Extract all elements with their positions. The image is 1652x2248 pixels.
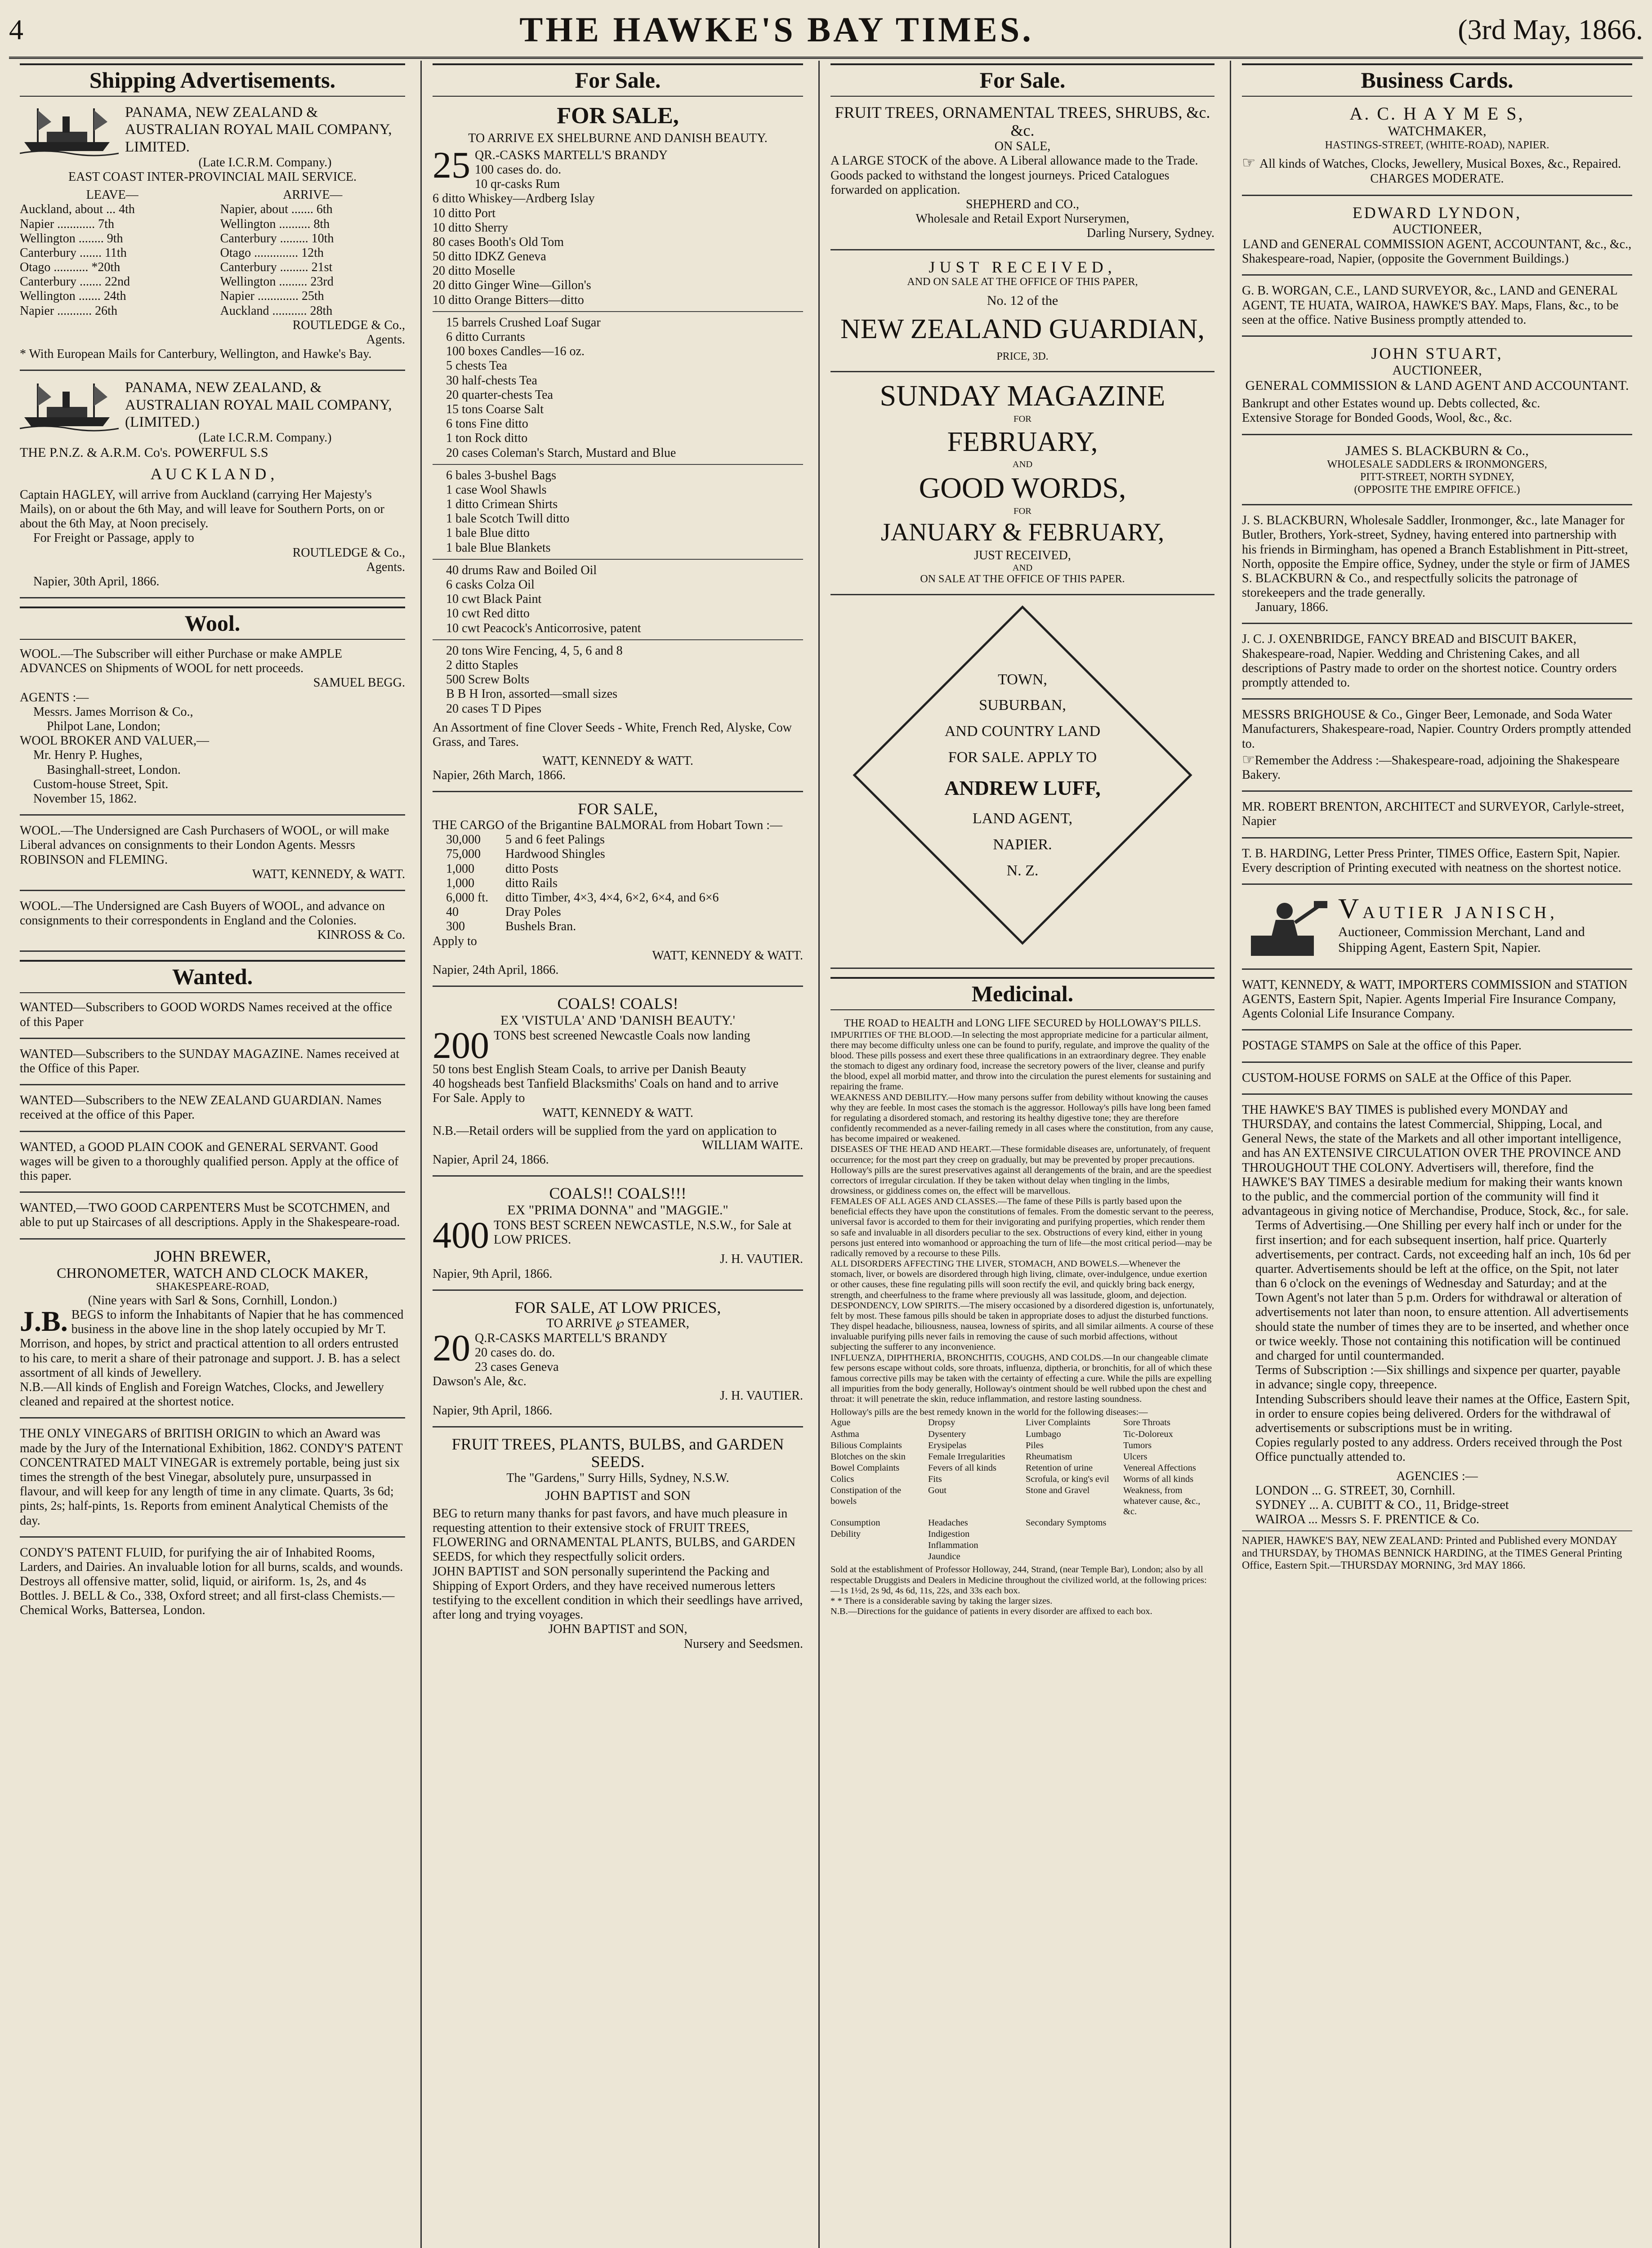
sale2-title: FOR SALE,: [577, 800, 658, 818]
holloway-nb: N.B.—Directions for the guidance of patients in every disorder are affixed to each box.: [830, 1606, 1152, 1617]
pnz2-agents: Agents.: [366, 560, 405, 574]
coals1-sub: EX 'VISTULA' AND 'DANISH BEAUTY.': [500, 1012, 735, 1028]
schedule-row: Canterbury ....... 22nd Wellington ......... 23rd: [20, 275, 334, 289]
column-for-sale-2: [818, 61, 1225, 2248]
coals1-title: COALS! COALS!: [557, 995, 679, 1013]
land-diamond: [852, 604, 1193, 946]
sale1-item: 6 casks Colza Oil: [446, 578, 535, 592]
sale1-item: 30 half-chests Tea: [446, 373, 537, 388]
blackburn1-name: JAMES S. BLACKBURN & Co.,: [1345, 443, 1529, 458]
sale2-sign: WATT, KENNEDY & WATT.: [652, 948, 803, 963]
brewer-name: JOHN BREWER,: [154, 1247, 271, 1265]
pnz1-sub: (Late I.C.R.M. Company.): [198, 155, 332, 169]
wanted-item: WANTED,—TWO GOOD CARPENTERS Must be SCOTCHMEN, and able to put up Staircases of all descriptions. Apply in the Shakespeare-road.: [20, 1201, 405, 1239]
blackburn1-line: WHOLESALE SADDLERS & IRONMONGERS,: [1327, 459, 1547, 471]
baptist-sign: JOHN BAPTIST and SON,: [548, 1622, 688, 1637]
pnz2-line: THE P.N.Z. & A.R.M. Co's. POWERFUL S.S: [20, 445, 268, 460]
section-header-for-sale-2: For Sale.: [830, 63, 1214, 97]
cargo-row: 1,000 ditto Posts: [446, 861, 558, 876]
pnz2-agent: ROUTLEDGE & Co.,: [292, 545, 405, 560]
sunday-and1: AND: [1012, 459, 1033, 469]
sale1-item: 10 cwt Red ditto: [446, 607, 530, 621]
holloway-p6: DESPONDENCY, LOW SPIRITS.—The misery occasioned by a disordered digestion is, unfortunately, felt by most. These famous pills should be taken in appropriate doses to adjust the disturbed functions. They dispel headache, biliousness, nausea, lowness of spirits, and all similar ailments. A course of these invaluable purifying pills never fails in removing the cause of such morbid affections, without subjecting the sufferer to any inconvenience.: [830, 1300, 1214, 1352]
received-price: PRICE, 3D.: [996, 350, 1049, 362]
land-l7: NAPIER.: [993, 836, 1052, 853]
blackburn2-body: J. S. BLACKBURN, Wholesale Saddler, Ironmonger, &c., late Manager for Butler, Brothers, York-street, Sydney, having entered into partnership with his friends in Birmingham, has opened a Branch Establishment in Pitt-street, North, opposite the Empire office, Sydney, under the style or firm of JAMES S. BLACKBURN & Co., and respectfully solicits the patronage of storekeepers and the trade generally.: [1242, 513, 1630, 600]
wool1-body: WOOL.—The Subscriber will either Purchase or make AMPLE ADVANCES on Shipments of WOOL for nett proceeds.: [20, 647, 342, 676]
pnz2-freight: For Freight or Passage, apply to: [33, 531, 194, 545]
column-shipping-wool-wanted: [9, 61, 416, 2248]
coals2-title: COALS!! COALS!!!: [549, 1184, 687, 1203]
sale1-item: 1 bale Blue Blankets: [446, 540, 551, 555]
wool1-broker-name: Mr. Henry P. Hughes,: [33, 748, 143, 763]
steamship-icon: [20, 104, 119, 157]
sale2-apply: Apply to: [433, 934, 477, 948]
pnz2-date: Napier, 30th April, 1866.: [33, 574, 160, 589]
ad-shepherd-fruit-trees: [830, 104, 1214, 250]
times-agencies: AGENCIES :—: [1396, 1469, 1478, 1483]
lyndon-addr: Shakespeare-road, Napier, (opposite the Government Buildings.): [1242, 252, 1569, 266]
ad-sale-balmoral: [433, 800, 803, 987]
ad-coals-prima-donna: [433, 1185, 803, 1290]
schedule-row: Napier ............ 7th Wellington .......... 8th: [20, 217, 330, 231]
sale1-item: 1 bale Blue ditto: [446, 526, 530, 540]
notice-hawkes-bay-times: [1242, 1103, 1632, 1580]
card-blackburn-co: [1242, 443, 1632, 506]
wool1-broker: WOOL BROKER AND VALUER,—: [20, 734, 210, 748]
times-p2: Terms of Advertising.—One Shilling per every half inch or under for the first insertion; and for each subsequent insertion, half price. Quarterly advertisements, per contract. Cards, not exceeding half an inch, 10s 6d per quarter. Advertisements should be left at the office, on the Spit, not later than 6 o'clock on the evenings of Wednesday and Saturday; and at the Town Agent's not later than 5 p.m. Orders for withdrawal or alteration of advertisements not later than noon, to ensure attention. All advertisements should state the number of times they are to be inserted, and whether once or twice weekly. Those not containing this notification will be continued and charged for until countermanded.: [1255, 1218, 1631, 1363]
pnz1-agent: ROUTLEDGE & Co.,: [292, 318, 405, 332]
vautier-body: Auctioneer, Commission Merchant, Land and Shipping Agent, Eastern Spit, Napier.: [1338, 924, 1585, 955]
card-harding: T. B. HARDING, Letter Press Printer, TIMES Office, Eastern Spit, Napier. Every description of Printing executed with neatness on the shortest notice.: [1242, 847, 1632, 885]
received-sub: AND ON SALE AT THE OFFICE OF THIS PAPER,: [907, 276, 1138, 288]
ad-condy-fluid: CONDY'S PATENT FLUID, for purifying the air of Inhabited Rooms, Larders, and Dairies. An invaluable lotion for all burns, scalds, and wounds. Destroys all offensive matter, solid, liquid, or airiform. 1s, 2s, and 4s Bottles. J. BELL & Co., 338, Oxford street; and all first-class Chemists.—Chemical Works, Battersea, London.: [20, 1545, 403, 1618]
sale1-item: 50 ditto IDKZ Geneva: [433, 250, 546, 264]
sale1-item: 5 chests Tea: [446, 359, 507, 373]
stuart-trade: AUCTIONEER,: [1392, 362, 1482, 378]
haymes-body: ☞ All kinds of Watches, Clocks, Jewellery, Musical Boxes, &c., Repaired.: [1242, 155, 1621, 172]
times-agency: WAIROA ... Messrs S. F. PRENTICE & Co.: [1255, 1512, 1479, 1527]
pnz2-body: Captain HAGLEY, will arrive from Auckland (carrying Her Majesty's Mails), on or about the 6th May, and will leave for Southern Ports, on or about the 6th May, at Noon precisely.: [20, 487, 384, 531]
brewer-nb: N.B.—All kinds of English and Foreign Watches, Clocks, and Jewellery cleaned and repaired at the shortest notice.: [20, 1380, 384, 1409]
sale2-date: Napier, 24th April, 1866.: [433, 963, 559, 977]
land-l8: N. Z.: [1006, 862, 1039, 879]
coals1-sign: WATT, KENNEDY & WATT.: [542, 1106, 693, 1120]
blackburn1-opp: (OPPOSITE THE EMPIRE OFFICE.): [1354, 483, 1520, 495]
received-no: No. 12 of the: [987, 293, 1058, 308]
card-stuart: [1242, 345, 1632, 435]
brighouse-remember: ☞Remember the Address :—Shakespeare-road, adjoining the Shakespeare Bakery.: [1242, 751, 1620, 782]
sale1-item: 100 boxes Candles—16 oz.: [446, 344, 585, 359]
column-for-sale-1: [420, 61, 814, 2248]
sale1-lead: QR.-CASKS MARTELL'S BRANDY: [475, 148, 668, 162]
sale1-item: 10 ditto Sherry: [433, 220, 508, 235]
baptist-body2: JOHN BAPTIST and SON personally superintend the Packing and Shipping of Export Orders, and they have received numerous letters testifying to the excellent condition in which their seedlings have arrived, after long and trying voyages.: [433, 1564, 803, 1622]
leave-head: LEAVE—: [86, 188, 138, 202]
schedule-row: Canterbury ....... 11th Otago .............. 12th: [20, 245, 324, 260]
wool2-body: WOOL.—The Undersigned are Cash Purchasers of WOOL, or will make Liberal advances on consignments to their London Agents. Messrs ROBINSON and FLEMING.: [20, 824, 389, 867]
wool1-date: November 15, 1862.: [33, 791, 137, 806]
section-header-shipping: Shipping Advertisements.: [20, 63, 405, 97]
cargo-row: 75,000 Hardwood Shingles: [446, 847, 605, 861]
ad-wool-kinross: [20, 899, 405, 952]
stuart-body2: Extensive Storage for Bonded Goods, Wool, &c., &c.: [1242, 411, 1512, 425]
sale1-item: 10 cwt Peacock's Anticorrosive, patent: [446, 621, 641, 635]
haymes-charges: CHARGES MODERATE.: [1370, 172, 1504, 186]
card-haymes: [1242, 104, 1632, 196]
schedule-row: Wellington ....... 24th Napier ............. 25th: [20, 289, 324, 303]
schedule-row: Otago ........... *20th Canterbury ......... 21st: [20, 260, 333, 275]
land-l3: AND COUNTRY LAND: [944, 723, 1101, 740]
vautier-name: VAUTIER JANISCH,: [1338, 892, 1558, 924]
brighouse-body: MESSRS BRIGHOUSE & Co., Ginger Beer, Lemonade, and Soda Water Manufacturers, Shakespeare-road, Napier. Country Orders promptly attended to.: [1242, 708, 1631, 751]
holloway-note: * * There is a considerable saving by taking the larger sizes.: [830, 1596, 1053, 1606]
land-l2: SUBURBAN,: [979, 697, 1066, 714]
blackburn1-addr: PITT-STREET, NORTH SYDNEY,: [1360, 471, 1514, 483]
sale1-item: 2 ditto Staples: [446, 658, 518, 672]
sale1-item: 80 cases Booth's Old Tom: [433, 235, 564, 249]
baptist-sub: The "Gardens," Surry Hills, Sydney, N.S.W.: [506, 1471, 729, 1485]
shepherd-sub: ON SALE,: [994, 139, 1051, 154]
section-header-medicinal: Medicinal.: [830, 977, 1214, 1010]
wool1-agent1: Messrs. James Morrison & Co.,: [33, 705, 193, 719]
sale1-item: 20 cases Coleman's Starch, Mustard and Blue: [446, 446, 676, 460]
sale1-item: 20 quarter-chests Tea: [446, 388, 553, 402]
sale3-sub: TO ARRIVE ℘ STEAMER,: [546, 1316, 689, 1331]
baptist-sign2: Nursery and Seedsmen.: [683, 1637, 803, 1651]
sale3-item: 20 cases do. do.: [475, 1345, 555, 1360]
pnz1-agents: Agents.: [366, 333, 405, 347]
coals1-num: 200: [433, 1024, 489, 1066]
holloway-p2: WEAKNESS AND DEBILITY.—How many persons suffer from debility without knowing the causes why they are feeble. In most cases the stomach is the aggressor. Holloway's pills have long been famed for regulating a disordered stomach, and restoring its healthy digestive tone; they are therefore confidently recommended as a never-failing remedy in all cases where the constitution, from any cause, has become impaired or weakened.: [830, 1092, 1214, 1144]
steamship-icon: [20, 379, 119, 432]
sale1-item: 20 tons Wire Fencing, 4, 5, 6 and 8: [446, 643, 623, 658]
wool1-custom: Custom-house Street, Spit.: [33, 777, 169, 791]
ad-wool-begg: [20, 647, 405, 816]
shepherd-body: A LARGE STOCK of the above. A Liberal allowance made to the Trade. Goods packed to withstand the longest journeys. Priced Catalogues forwarded on application.: [830, 154, 1198, 197]
shepherd-title: FRUIT TREES, ORNAMENTAL TREES, SHRUBS, &c. &c.: [835, 103, 1210, 139]
sale1-item: 10 qr-casks Rum: [475, 177, 560, 192]
blackburn2-date: January, 1866.: [1255, 600, 1329, 615]
section-header-business-cards: Business Cards.: [1242, 63, 1632, 97]
masthead: [9, 3, 1643, 59]
coals2-sub: EX "PRIMA DONNA" and "MAGGIE.": [507, 1203, 728, 1218]
card-lyndon: [1242, 204, 1632, 276]
pnz2-title: PANAMA, NEW ZEALAND, & AUSTRALIAN ROYAL MAIL COMPANY, (LIMITED.): [125, 379, 392, 430]
pnz1-title: PANAMA, NEW ZEALAND & AUSTRALIAN ROYAL MAIL COMPANY, LIMITED.: [125, 104, 392, 155]
coals1-nb-sign: WILLIAM WAITE.: [702, 1138, 803, 1153]
wool2-sign: WATT, KENNEDY, & WATT.: [252, 867, 405, 881]
brewer-initials: J.B.: [20, 1305, 68, 1338]
sale1-item: 20 ditto Moselle: [433, 264, 515, 278]
sunday-recv: JUST RECEIVED,: [974, 549, 1071, 563]
land-l6: LAND AGENT,: [972, 810, 1073, 827]
pnz1-service: EAST COAST INTER-PROVINCIAL MAIL SERVICE.: [68, 169, 357, 184]
ad-vinegar: THE ONLY VINEGARS of BRITISH ORIGIN to which an Award was made by the Jury of the International Exhibition, 1862. CONDY'S PATENT CONCENTRATED MALT VINEGAR is extremely portable, being just six times the strength of the best Vinegar, absolutely pure, unsurpassed in flavour, and will keep for any length of time in any climate. Quarts, 3s 6d; pints, 2s; half-pints, 1s. Reports from eminent Analytical Chemists of the day.: [20, 1427, 405, 1537]
ad-sunday-magazine: [830, 380, 1214, 595]
sale3-sign: J. H. VAUTIER.: [720, 1389, 803, 1403]
shepherd-sign2: Wholesale and Retail Export Nurserymen,: [915, 212, 1130, 226]
sale1-item: 6 ditto Whiskey—Ardberg Islay: [433, 192, 595, 206]
haymes-trade: WATCHMAKER,: [1388, 124, 1487, 138]
times-imprint: NAPIER, HAWKE'S BAY, NEW ZEALAND: Printed and Published every MONDAY and THURSDAY, by THOMAS BENNICK HARDING, at the TIMES General Printing Office, Eastern Spit.—THURSDAY MORNING, 3rd MAY 1866.: [1242, 1535, 1622, 1572]
sunday-month2: JANUARY & FEBRUARY,: [880, 518, 1165, 547]
holloway-p1: IMPURITIES OF THE BLOOD.—In selecting the most appropriate medicine for a particular ailment, there may become difficulty unless one can be found to purify, regulate, and improve the quality of the blood. These pills possess and exert these three qualifications in an extraordinary degree. They enable the stomach to digest any ordinary food, increase the secretory powers of the liver, cleanse and purify the blood, expel all morbid matter, and throw into the circulation the purest elements for sustaining and repairing the frame.: [830, 1030, 1211, 1092]
pointing-hand-icon: ☞: [1242, 155, 1259, 172]
sale1-item: 10 ditto Port: [433, 206, 496, 220]
sale1-item: 20 ditto Ginger Wine—Gillon's: [433, 278, 591, 293]
baptist-name: JOHN BAPTIST and SON: [545, 1488, 691, 1503]
coals2-num: 400: [433, 1214, 489, 1256]
page-number: 4: [9, 13, 23, 45]
ad-pnz-auckland: [20, 379, 405, 598]
sale1-num: 25: [433, 144, 470, 186]
received-paper: NEW ZEALAND GUARDIAN,: [840, 314, 1205, 345]
wanted-item: WANTED—Subscribers to the NEW ZEALAND GUARDIAN. Names received at the office of this Paper.: [20, 1093, 405, 1132]
arrive-head: ARRIVE—: [283, 188, 343, 202]
section-header-wanted: Wanted.: [20, 960, 405, 993]
sale3-lead: Q.R-CASKS MARTELL'S BRANDY: [475, 1331, 668, 1345]
sunday-month1: FEBRUARY,: [947, 426, 1098, 457]
remedy-grid: Ague Dropsy Liver Complaints Sore Throats Asthma Dysentery Lumbago Tic-Doloreux Bilious Complaints Erysipelas Piles Tumors Blotches on the skin Female Irregularities Rheumatism Ulcers Bowel Complaints Fevers of all kinds Retention of urine Venereal Affections Colics Fits Scrofula, or king's evil Worms of all kinds Constipation of the bowels Gout Stone and Gravel Weakness, from whatever cause, &c., &c. Consumption Headaches Secondary Symptoms Debility Indigestion Inflammation Jaundice: [830, 1418, 1201, 1562]
schedule-table: [20, 202, 405, 318]
sale1-item: 15 barrels Crushed Loaf Sugar: [446, 315, 601, 330]
card-worgan: G. B. WORGAN, C.E., LAND SURVEYOR, &c., LAND and GENERAL AGENT, TE HUATA, WAIROA, HAWKE'S BAY. Maps, Flans, &c., to be seen at the office. Native Business promptly attended to.: [1242, 284, 1632, 337]
lyndon-name: EDWARD LYNDON,: [1352, 203, 1522, 222]
sunday-line2: GOOD WORDS,: [919, 471, 1126, 504]
times-p5: Copies regularly posted to any address. Orders received through the Post Office punctually attended to.: [1255, 1436, 1622, 1464]
ad-john-brewer: [20, 1248, 405, 1419]
schedule-row: Napier ........... 26th Auckland ........... 28th: [20, 303, 333, 318]
sale1-item: 6 bales 3-bushel Bags: [446, 468, 556, 482]
coals1-lead: TONS best screened Newcastle Coals now landing: [494, 1028, 750, 1043]
ad-just-received: [830, 259, 1214, 373]
card-brighouse: [1242, 708, 1632, 792]
sale1-item: 1 case Wool Shawls: [446, 482, 547, 497]
times-p1: THE HAWKE'S BAY TIMES is published every MONDAY and THURSDAY, and contains the latest Commercial, Shipping, Local, and General News, the state of the Markets and all other important intelligence, and has AN EXTENSIVE CIRCULATION OVER THE PROVINCE AND THROUGHOUT THE COLONY. Advertisers will, therefore, find the HAWKE'S BAY TIMES a desirable medium for making their wants known to the public, and the commercial portion of the community will find it advantageous in giving notice of Merchandise, Produce, Stock, &c., for sale.: [1242, 1102, 1629, 1218]
section-header-wool: Wool.: [20, 607, 405, 640]
holloway-remedy-head: Holloway's pills are the best remedy known in the world for the following diseases:—: [830, 1407, 1148, 1418]
schedule-row: Auckland, about ... 4th Napier, about ....... 6th: [20, 202, 333, 217]
coals1-line2: 50 tons best English Steam Coals, to arrive per Danish Beauty: [433, 1062, 746, 1077]
coals2-sign: J. H. VAUTIER.: [720, 1252, 803, 1267]
coals1-date: Napier, April 24, 1866.: [433, 1153, 549, 1167]
card-brenton: MR. ROBERT BRENTON, ARCHITECT and SURVEYOR, Carlyle-street, Napier: [1242, 800, 1632, 838]
newspaper-title: THE HAWKE'S BAY TIMES.: [519, 10, 1034, 49]
wool3-body: WOOL.—The Undersigned are Cash Buyers of WOOL, and advance on consignments to their correspondents in England and the Colonies.: [20, 899, 385, 928]
holloway-p4: FEMALES OF ALL AGES AND CLASSES.—The fame of these Pills is partly based upon the beneficial effects they have upon the constitutions of females. From the domestic servant to the peeress, universal favor is accorded to them for their invigorating and purifying properties, which render them so safe and invaluable in all disorders peculiar to the sex. Obstructions of every kind, either in young persons just entered into womanhood or approaching the turn of life—the most critical period—may be radically removed by a recourse to these Pills.: [830, 1196, 1214, 1258]
brewer-body: BEGS to inform the Inhabitants of Napier that he has commenced business in the above line in the shop lately occupied by Mr T. Morrison, and hopes, by strict and practical attention to all orders entrusted to his care, to merit a share of their patronage and support. J. B. has a select assortment of all kinds of Jewellery.: [20, 1308, 404, 1380]
sale1-item: 1 ditto Crimean Shirts: [446, 497, 558, 512]
stuart-body: Bankrupt and other Estates wound up. Debts collected, &c.: [1242, 397, 1540, 411]
shepherd-sign: SHEPHERD and CO.,: [965, 197, 1079, 211]
ad-baptist-fruit-trees: [433, 1436, 803, 1659]
holloway-p3: DISEASES OF THE HEAD AND HEART.—These formidable diseases are, unfortunately, of frequent occurrence; for the most part they creep on gradually, but may be prevented by proper precautions. Holloway's pills are the surest preservatives against all derangements of the brain, and are the speediest correctors of irregular circulation. If they be taken without delay when tingling in the limbs, drowsiness, or giddiness comes on, the effect will be marvellous.: [830, 1144, 1212, 1196]
sale3-title: FOR SALE, AT LOW PRICES,: [514, 1298, 721, 1316]
brewer-trade: CHRONOMETER, WATCH AND CLOCK MAKER,: [57, 1265, 368, 1281]
lyndon-trade: AUCTIONEER,: [1392, 222, 1482, 237]
ad-wool-wkw: [20, 824, 405, 891]
land-l4: FOR SALE. APPLY TO: [948, 749, 1097, 766]
sale3-num: 20: [433, 1327, 470, 1369]
land-l1: TOWN,: [998, 671, 1047, 688]
sunday-for1: FOR: [1014, 414, 1031, 424]
sale1-sub: TO ARRIVE EX SHELBURNE AND DANISH BEAUTY.: [468, 131, 768, 145]
ad-coals-vistula: [433, 995, 803, 1177]
ad-pnz-mail-service: [20, 104, 405, 371]
sale1-title: FOR SALE,: [557, 103, 679, 129]
card-oxenbridge: J. C. J. OXENBRIDGE, FANCY BREAD and BISCUIT BAKER, Shakespeare-road, Napier. Wedding and Christening Cakes, and all descriptions of Pastry made to order on the shortest notice. Country orders promptly attended to.: [1242, 632, 1632, 700]
times-agency: LONDON ... G. STREET, 30, Cornhill.: [1255, 1483, 1456, 1498]
haymes-name: A. C. H A Y M E S,: [1349, 103, 1525, 124]
received-title: JUST RECEIVED,: [929, 258, 1116, 276]
wool1-agents-label: AGENTS :—: [20, 690, 89, 705]
sale1-item: 20 cases T D Pipes: [446, 701, 542, 716]
cargo-row: 40 Dray Poles: [446, 905, 561, 919]
ad-sale-low-prices: [433, 1299, 803, 1427]
sale1-item: 500 Screw Bolts: [446, 673, 530, 687]
stuart-name: JOHN STUART,: [1371, 344, 1503, 362]
ad-sale-martell: [433, 104, 803, 792]
pnz1-note: * With European Mails for Canterbury, Wellington, and Hawke's Bay.: [20, 347, 372, 361]
sunday-line1: SUNDAY MAGAZINE: [880, 379, 1165, 413]
ad-holloway-pills: [830, 1017, 1214, 1625]
holloway-sold: Sold at the establishment of Professor Holloway, 244, Strand, (near Temple Bar), London; also by all respectable Druggists and Dealers in Medicine throughout the civilized world, at the following prices:—1s 1½d, 2s 9d, 4s 6d, 11s, 22s, and 33s each box.: [830, 1565, 1207, 1596]
sale1-item: 10 ditto Orange Bitters—ditto: [433, 293, 584, 307]
pnz2-sub: (Late I.C.R.M. Company.): [198, 431, 332, 445]
times-p3: Terms of Subscription :—Six shillings and sixpence per quarter, payable in advance; single copy, threepence.: [1255, 1363, 1621, 1392]
stuart-line: GENERAL COMMISSION & LAND AGENT AND ACCOUNTANT.: [1245, 378, 1629, 393]
issue-date: (3rd May, 1866.: [1458, 13, 1643, 45]
shepherd-sign3: Darling Nursery, Sydney.: [1086, 226, 1214, 241]
ad-andrew-luff-land: [830, 604, 1214, 969]
card-postage-stamps: POSTAGE STAMPS on Sale at the office of this Paper.: [1242, 1039, 1632, 1062]
sunday-for2: FOR: [1014, 506, 1031, 517]
coals2-lead: TONS BEST SCREEN NEWCASTLE, N.S.W., for Sale at LOW PRICES.: [494, 1218, 792, 1247]
wanted-item: WANTED—Subscribers to the SUNDAY MAGAZINE. Names received at the Office of this Paper.: [20, 1047, 405, 1085]
pnz2-ship: A U C K L A N D ,: [150, 465, 275, 483]
sale3-item: 23 cases Geneva: [475, 1360, 559, 1374]
wool1-agent1b: Philpot Lane, London;: [47, 719, 161, 734]
cargo-row: 1,000 ditto Rails: [446, 876, 558, 890]
brewer-road: SHAKESPEARE-ROAD,: [156, 1281, 269, 1293]
baptist-title: FRUIT TREES, PLANTS, BULBS, and GARDEN SEEDS.: [451, 1435, 784, 1471]
section-header-for-sale: For Sale.: [433, 63, 803, 97]
sale1-item: 100 cases do. do.: [475, 162, 562, 177]
sunday-and2: AND: [1012, 563, 1033, 573]
sale1-item: 1 bale Scotch Twill ditto: [446, 512, 570, 526]
wanted-item: WANTED, a GOOD PLAIN COOK and GENERAL SERVANT. Good wages will be given to a thoroughly qualified person. Apply at the office of this paper.: [20, 1140, 405, 1193]
sale2-body: THE CARGO of the Brigantine BALMORAL from Hobart Town :—: [433, 818, 783, 833]
wool1-sign: SAMUEL BEGG.: [313, 676, 405, 690]
sale1-clover: An Assortment of fine Clover Seeds - White, French Red, Alyske, Cow Grass, and Tares.: [433, 720, 792, 749]
sale1-item: 1 ton Rock ditto: [446, 431, 528, 446]
times-p4: Intending Subscribers should leave their names at the Office, Eastern Spit, in order to ensure copies being delivered. Orders for the withdrawal of advertisements or subscriptions must be in writing.: [1255, 1392, 1630, 1435]
cargo-row: 6,000 ft. ditto Timber, 4×3, 4×4, 6×2, 6×4, and 6×6: [446, 891, 719, 905]
lyndon-line: LAND and GENERAL COMMISSION AGENT, ACCOUNTANT, &c., &c.,: [1242, 237, 1632, 252]
cargo-row: 300 Bushels Bran.: [446, 919, 576, 934]
sale1-item: 15 tons Coarse Salt: [446, 402, 544, 416]
sale1-sign: WATT, KENNEDY & WATT.: [542, 754, 693, 768]
card-vautier: [1242, 893, 1632, 970]
holloway-p5: ALL DISORDERS AFFECTING THE LIVER, STOMACH, AND BOWELS.—Whenever the stomach, liver, or bowels are disordered through high living, climate, over-indulgence, undue exertion or other causes, these fine regulating pills will soon rectify the evil, and quickly bring back energy, strength, and cheerfulness to the frame where previously all was lassitude, gloom, and dejection.: [830, 1259, 1207, 1300]
sunday-office: ON SALE AT THE OFFICE OF THIS PAPER.: [920, 573, 1125, 585]
card-watt-kennedy-watt: WATT, KENNEDY, & WATT, IMPORTERS COMMISSION and STATION AGENTS, Eastern Spit, Napier. Agents Imperial Fire Insurance Company, Agents Colonial Life Insurance Company.: [1242, 978, 1632, 1031]
sale1-item: 10 cwt Black Paint: [446, 592, 542, 607]
coals1-nb: N.B.—Retail orders will be supplied from the yard on application to: [433, 1124, 777, 1138]
auctioneer-illustration-icon: [1242, 893, 1332, 960]
wool1-broker-addr: Basinghall-street, London.: [47, 763, 181, 777]
coals1-apply: For Sale. Apply to: [433, 1091, 525, 1106]
baptist-body: BEG to return many thanks for past favors, and have much pleasure in requesting attention to their extensive stock of FRUIT TREES, FLOWERING and ORNAMENTAL PLANTS, BULBS, and GARDEN SEEDS, for which they respectfully solicit orders.: [433, 1506, 796, 1564]
times-agency: SYDNEY ... A. CUBITT & CO., 11, Bridge-street: [1255, 1498, 1509, 1512]
card-custom-house-forms: CUSTOM-HOUSE FORMS on SALE at the Office of this Paper.: [1242, 1071, 1632, 1095]
schedule-heads: [20, 188, 405, 202]
sale1-item: 6 tons Fine ditto: [446, 417, 528, 431]
column-business-cards: [1230, 61, 1643, 2248]
brewer-years: (Nine years with Sarl & Sons, Cornhill, London.): [88, 1293, 337, 1307]
cargo-row: 30,000 5 and 6 feet Palings: [446, 833, 605, 847]
sale1-item: 40 drums Raw and Boiled Oil: [446, 563, 597, 577]
sale3-item: Dawson's Ale, &c.: [433, 1374, 527, 1389]
schedule-row: Wellington ........ 9th Canterbury ......... 10th: [20, 231, 334, 245]
sale1-item: 6 ditto Currants: [446, 330, 525, 344]
sale3-date: Napier, 9th April, 1866.: [433, 1403, 553, 1418]
coals1-line3: 40 hogsheads best Tanfield Blacksmiths' Coals on hand and to arrive: [433, 1077, 779, 1091]
coals2-date: Napier, 9th April, 1866.: [433, 1267, 553, 1281]
sale1-date: Napier, 26th March, 1866.: [433, 768, 566, 783]
sale1-item: B B H Iron, assorted—small sizes: [446, 687, 618, 701]
holloway-title: THE ROAD to HEALTH and LONG LIFE SECURED by HOLLOWAY'S PILLS.: [844, 1017, 1201, 1030]
holloway-p7: INFLUENZA, DIPHTHERIA, BRONCHITIS, COUGHS, AND COLDS.—In our changeable climate few persons escape without colds, sore throats, influenza, diptheria, or bronchitis, for all of which these famous corrective pills may be taken with the certainty of effecting a cure. While the pills are expelling all impurities from the body generally, Holloway's ointment should be well rubbed upon the chest and throat: it will penetrate the skin, reduce inflammation, and restore lasting soundness.: [830, 1352, 1212, 1405]
land-agent-name: ANDREW LUFF,: [944, 776, 1101, 799]
pointing-hand-icon: ☞: [1242, 751, 1255, 767]
wanted-item: WANTED—Subscribers to GOOD WORDS Names received at the office of this Paper: [20, 1000, 405, 1039]
haymes-addr: HASTINGS-STREET, (WHITE-ROAD), NAPIER.: [1325, 139, 1549, 151]
wool3-sign: KINROSS & Co.: [317, 928, 405, 942]
card-blackburn-saddler: [1242, 513, 1632, 624]
